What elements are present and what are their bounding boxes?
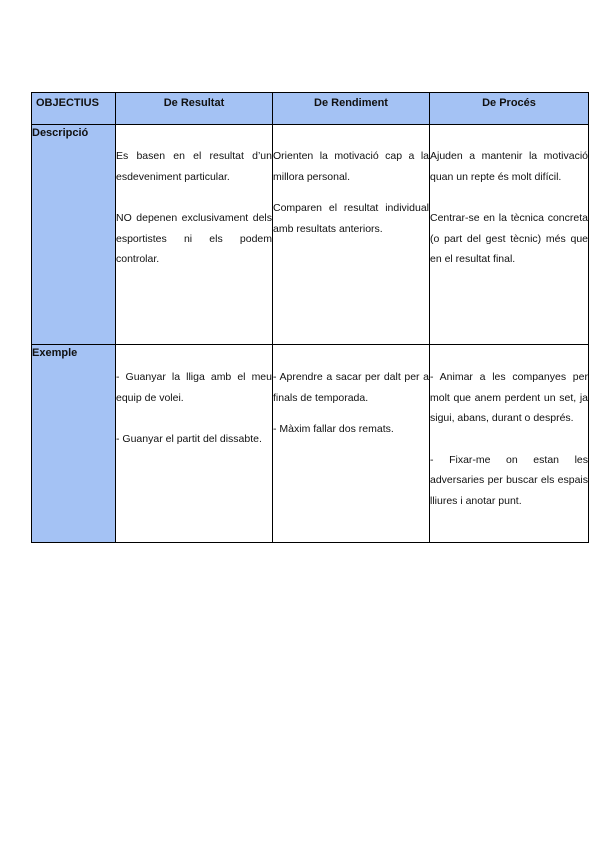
table-header-row xyxy=(32,93,589,125)
paragraph: - Aprendre a sacar per dalt per a finals de temporada. xyxy=(273,371,429,404)
header-de-resultat: De Resultat xyxy=(116,93,273,125)
paragraph: - Guanyar la lliga amb el meu equip de volei. xyxy=(116,371,272,404)
paragraph: Centrar-se en la tècnica concreta (o part del gest tècnic) més que en el resultat final. xyxy=(430,212,588,265)
header-de-rendiment: De Rendiment xyxy=(273,93,430,125)
cell-exemple-rendiment xyxy=(273,345,430,543)
row-label-descripcio: Descripció xyxy=(32,125,116,345)
paragraph: - Animar a les companyes per molt que anem perdent un set, ja sigui, abans, durant o després. xyxy=(430,371,588,424)
paragraph: NO depenen exclusivament dels esportistes ni els podem controlar. xyxy=(116,212,272,265)
paragraph: Orienten la motivació cap a la millora personal. xyxy=(273,150,429,183)
table-row-exemple xyxy=(32,345,589,543)
paragraph: Comparen el resultat individual amb resultats anteriors. xyxy=(273,202,429,235)
table-row-descripcio xyxy=(32,125,589,345)
row-label-exemple: Exemple xyxy=(32,345,116,543)
cell-descripcio-rendiment xyxy=(273,125,430,345)
paragraph: - Màxim fallar dos remats. xyxy=(273,423,394,435)
objectives-table xyxy=(31,92,589,543)
cell-descripcio-proces xyxy=(430,125,589,345)
cell-descripcio-resultat xyxy=(116,125,273,345)
cell-exemple-resultat xyxy=(116,345,273,543)
paragraph: - Guanyar el partit del dissabte. xyxy=(116,433,262,445)
header-de-proces: De Procés xyxy=(430,93,589,125)
paragraph: Es basen en el resultat d’un esdeveniment particular. xyxy=(116,150,272,183)
header-objectius: OBJECTIUS xyxy=(32,93,116,125)
cell-exemple-proces xyxy=(430,345,589,543)
paragraph: Ajuden a mantenir la motivació quan un repte és molt difícil. xyxy=(430,150,588,183)
paragraph: - Fixar-me on estan les adversaries per buscar els espais lliures i anotar punt. xyxy=(430,453,588,507)
